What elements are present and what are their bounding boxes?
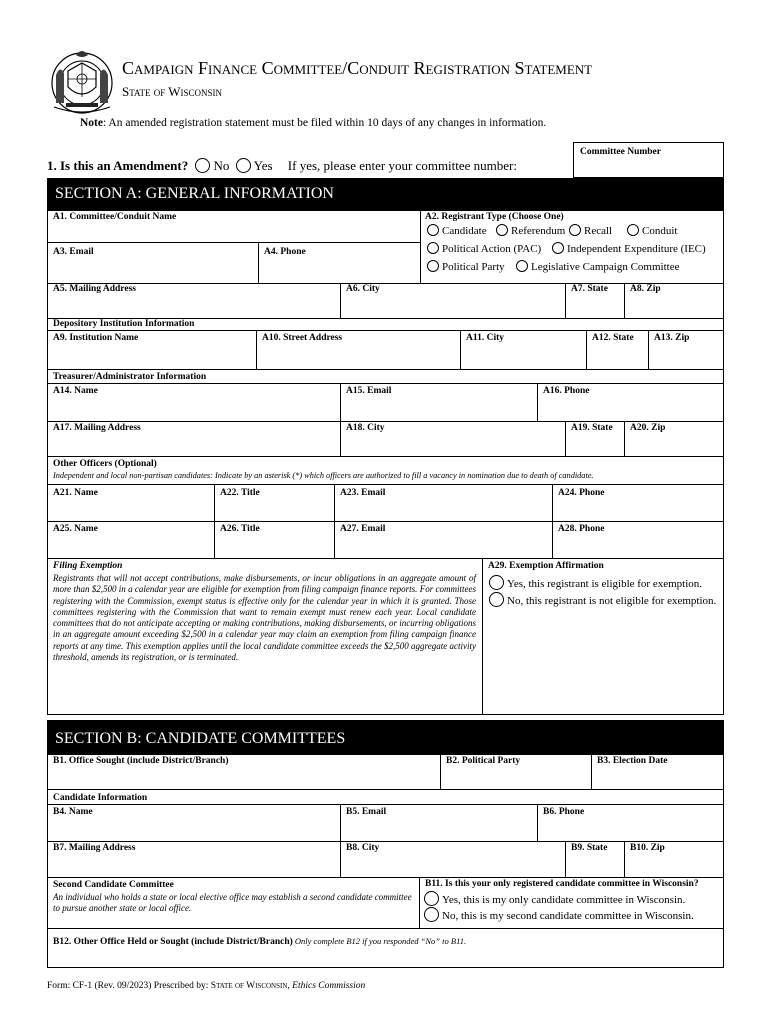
radio-icon [427, 224, 439, 236]
amendment-no-radio[interactable] [195, 158, 210, 173]
note-label: Note [80, 117, 103, 129]
radio-icon [569, 224, 581, 236]
option-label: Political Party [442, 261, 505, 273]
exemption-title: Filing Exemption [53, 561, 123, 571]
option-label: Candidate [442, 225, 487, 237]
candidate-section-title: Candidate Information [53, 793, 148, 803]
a2-option-legislative[interactable] [516, 260, 679, 273]
a3-label: A3. Email [53, 247, 94, 257]
a5-label: A5. Mailing Address [53, 284, 136, 294]
b6-label: B6. Phone [543, 807, 585, 817]
amendment-no-label: No [213, 158, 230, 173]
option-label: No, this registrant is not eligible for exemption. [507, 595, 717, 607]
a29-yes-option[interactable] [489, 575, 702, 590]
a2-option-referendum[interactable] [496, 224, 565, 237]
b11-no-option[interactable] [424, 907, 694, 922]
a1-label: A1. Committee/Conduit Name [53, 212, 177, 222]
radio-icon [427, 242, 439, 254]
a2-option-recall[interactable] [569, 224, 612, 237]
a2-option-political-party[interactable] [427, 260, 505, 273]
a27-label: A27. Email [340, 524, 386, 534]
a24-label: A24. Phone [558, 488, 605, 498]
option-label: Yes, this is my only candidate committee in Wisconsin. [442, 894, 686, 906]
option-label: Conduit [642, 225, 678, 237]
b9-label: B9. State [571, 843, 608, 853]
radio-icon [516, 260, 528, 272]
a14-label: A14. Name [53, 386, 98, 396]
radio-icon [496, 224, 508, 236]
a7-label: A7. State [571, 284, 608, 294]
officers-note: Independent and local non-partisan candidates: Indicate by an asterisk (*) which officers are authorized to fill a vacancy in nomination due to death of candidate. [53, 471, 594, 480]
a9-label: A9. Institution Name [53, 333, 139, 343]
a17-label: A17. Mailing Address [53, 423, 141, 433]
amendment-yes-label: Yes [253, 158, 273, 173]
form-title: Campaign Finance Committee/Conduit Registration Statement [122, 58, 593, 78]
a23-label: A23. Email [340, 488, 386, 498]
committee-number-label: Committee Number [580, 147, 661, 157]
a28-label: A28. Phone [558, 524, 605, 534]
form-footer [47, 981, 365, 991]
option-label: Yes, this registrant is eligible for exemption. [507, 578, 703, 590]
b12-line[interactable] [53, 931, 466, 949]
b2-label: B2. Political Party [446, 756, 521, 766]
amendment-question: 1. Is this an Amendment? [47, 158, 189, 173]
option-label: No, this is my second candidate committee in Wisconsin. [442, 910, 694, 922]
radio-icon [424, 891, 439, 906]
b5-label: B5. Email [346, 807, 387, 817]
radio-icon [489, 592, 504, 607]
footer-form-id: Form: CF-1 (Rev. 09/2023) Prescribed by: [47, 981, 211, 991]
a18-label: A18. City [346, 423, 385, 433]
footer-commission: , Ethics Commission [287, 981, 366, 991]
b11-label: B11. Is this your only registered candidate committee in Wisconsin? [425, 879, 699, 889]
a2-label: A2. Registrant Type (Choose One) [425, 212, 564, 222]
b11-yes-option[interactable] [424, 891, 685, 906]
radio-icon [424, 907, 439, 922]
radio-icon [552, 242, 564, 254]
option-label: Recall [584, 225, 613, 237]
a22-label: A22. Title [220, 488, 260, 498]
a10-label: A10. Street Address [262, 333, 343, 343]
footer-agency: State of Wisconsin [210, 981, 288, 991]
second-committee-title: Second Candidate Committee [53, 880, 174, 890]
amendment-prompt: If yes, please enter your committee number: [287, 158, 518, 173]
a6-label: A6. City [346, 284, 380, 294]
option-label: Political Action (PAC) [442, 243, 542, 255]
depository-section-title: Depository Institution Information [53, 319, 195, 329]
a8-label: A8. Zip [630, 284, 661, 294]
a2-option-pac[interactable] [427, 242, 541, 255]
a4-label: A4. Phone [264, 247, 306, 257]
a13-label: A13. Zip [654, 333, 690, 343]
note-line [80, 117, 546, 129]
form-subtitle: State of Wisconsin [122, 84, 223, 99]
option-label: Referendum [511, 225, 566, 237]
section-a-header: SECTION A: GENERAL INFORMATION [47, 178, 724, 210]
b7-label: B7. Mailing Address [53, 843, 136, 853]
section-b-header: SECTION B: CANDIDATE COMMITTEES [47, 720, 724, 754]
a12-label: A12. State [592, 333, 634, 343]
state-seal-icon [46, 45, 118, 117]
a25-label: A25. Name [53, 524, 98, 534]
a11-label: A11. City [466, 333, 504, 343]
a2-option-candidate[interactable] [427, 224, 487, 237]
b8-label: B8. City [346, 843, 380, 853]
amendment-row [47, 158, 517, 174]
a26-label: A26. Title [220, 524, 260, 534]
officers-section-title: Other Officers (Optional) [53, 459, 157, 469]
exemption-text: Registrants that will not accept contributions, make disbursements, or incur obligations in an aggregate amount of more than $2,500 in a calendar year are eligible for exemption from filing campaign finance reports. For committees registering with the Commission, exempt status is effective only for the calendar year in which it is granted. Those committees registering with the Commission that want to remain exempt must renew each year. Local candidate committees that do not anticipate accepting or making contributions, making disbursements, or incurring obligations in an aggregate amount exceeding $2,500 in a calendar year may claim an exemption from filing campaign finance reports at any time. This exemption applies until the local candidate committee exceeds the $2,500 aggregate activity threshold, amends its registration, or is terminated. [53, 573, 476, 663]
a19-label: A19. State [571, 423, 613, 433]
amendment-yes-radio[interactable] [236, 158, 251, 173]
a29-label: A29. Exemption Affirmation [488, 561, 604, 571]
radio-icon [627, 224, 639, 236]
a29-no-option[interactable] [489, 592, 716, 607]
b4-label: B4. Name [53, 807, 93, 817]
committee-number-field[interactable] [573, 142, 724, 178]
b12-label: B12. Other Office Held or Sought (include District/Branch) [53, 937, 293, 947]
a2-option-iec[interactable] [552, 242, 706, 255]
option-label: Legislative Campaign Committee [531, 261, 680, 273]
b12-note: Only complete B12 if you responded “No” to B11. [292, 936, 467, 946]
second-committee-text: An individual who holds a state or local elective office may establish a second candidate committee to pursue another state or local office. [53, 892, 412, 914]
radio-icon [489, 575, 504, 590]
note-text: : An amended registration statement must be filed within 10 days of any changes in information. [103, 117, 547, 129]
b10-label: B10. Zip [630, 843, 665, 853]
option-label: Independent Expenditure (IEC) [567, 243, 706, 255]
treasurer-section-title: Treasurer/Administrator Information [53, 372, 207, 382]
a16-label: A16. Phone [543, 386, 590, 396]
b3-label: B3. Election Date [597, 756, 668, 766]
b1-label: B1. Office Sought (include District/Branch) [53, 756, 229, 766]
a15-label: A15. Email [346, 386, 392, 396]
a2-option-conduit[interactable] [627, 224, 677, 237]
radio-icon [427, 260, 439, 272]
a21-label: A21. Name [53, 488, 98, 498]
a20-label: A20. Zip [630, 423, 666, 433]
